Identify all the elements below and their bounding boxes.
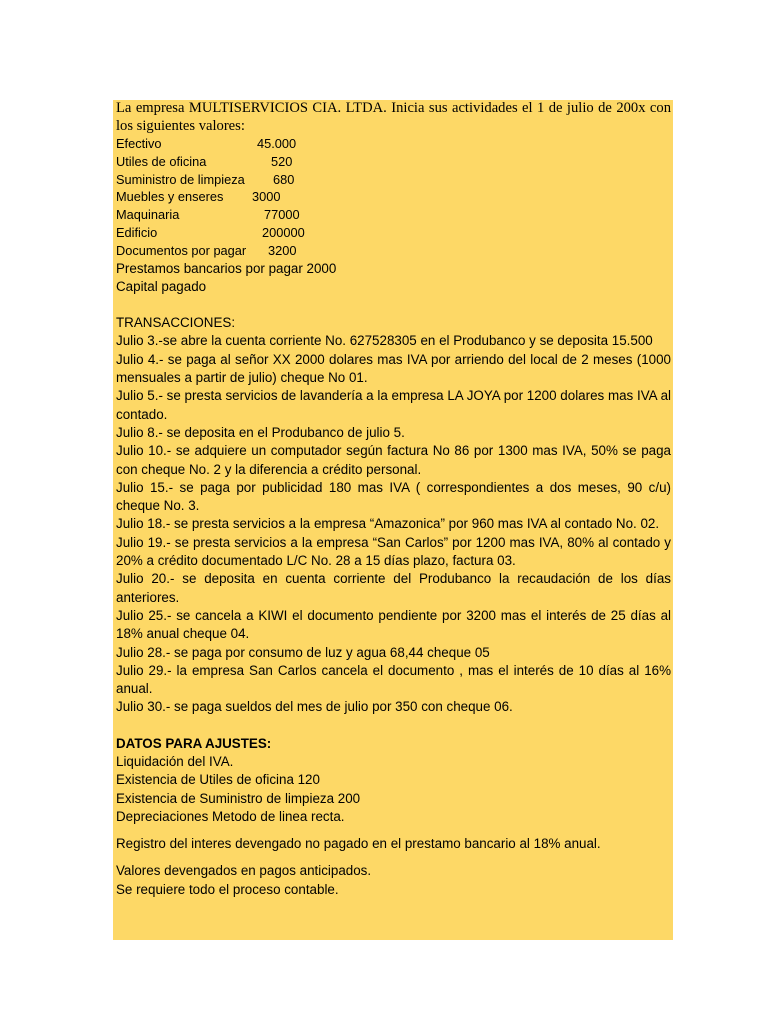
transaction-item: Julio 8.- se deposita en el Produbanco de julio 5. [116, 424, 405, 440]
transaction-item: Julio 28.- se paga por consumo de luz y agua 68,44 cheque 05 [116, 644, 490, 660]
value-label: Documentos por pagar [116, 242, 247, 258]
value-label: Edificio [116, 224, 158, 240]
value-amount: 680 [273, 171, 295, 187]
ajustes-heading: DATOS PARA AJUSTES: [116, 735, 272, 751]
value-amount: 45.000 [257, 136, 297, 151]
ajuste-item: Existencia de Suministro de limpieza 200 [116, 790, 361, 806]
value-amount: 520 [271, 153, 293, 169]
value-label: Muebles y enseres [116, 189, 224, 205]
transaction-item: Julio 30.- se paga sueldos del mes de julio por 350 con cheque 06. [116, 699, 513, 715]
ajuste-item: Existencia de Utiles de oficina 120 [116, 772, 320, 788]
value-label: Suministro de limpieza [116, 171, 245, 187]
transaction-item: Julio 5.- se presta servicios de lavandería a la empresa LA JOYA por 1200 dolares mas IVA al contado. [116, 388, 671, 422]
initial-values-list [116, 135, 671, 260]
value-amount: 3200 [268, 242, 297, 258]
value-label: Efectivo [116, 136, 162, 151]
value-row [116, 224, 671, 242]
value-row [116, 171, 671, 189]
value-amount: 77000 [264, 207, 300, 223]
value-amount: 200000 [262, 224, 305, 240]
value-row [116, 188, 671, 206]
transaction-item: Julio 19.- se presta servicios a la empresa “San Carlos” por 1200 mas IVA, 80% al contado y 20% a crédito documentado L/C No. 28 a 15 días plazo, factura 03. [116, 534, 671, 569]
final-line: Valores devengados en pagos anticipados. [116, 863, 372, 879]
value-label: Maquinaria [116, 207, 180, 223]
transaction-item: Julio 15.- se paga por publicidad 180 mas IVA ( correspondientes a dos meses, 90 c/u) cheque No. 3. [116, 479, 671, 514]
transaction-item: Julio 25.- se cancela a KIWI el documento pendiente por 3200 mas el interés de 25 días al 18% anual cheque 04. [116, 607, 671, 642]
ajuste-item: Liquidación del IVA. [116, 754, 234, 769]
transaction-item: Julio 20.- se deposita en cuenta corriente del Produbanco la recaudación de los días anteriores. [116, 571, 671, 605]
document-content [116, 100, 671, 899]
transaction-item: Julio 29.- la empresa San Carlos cancela el documento , mas el interés de 10 días al 16% anual. [116, 662, 671, 697]
value-row [116, 153, 671, 171]
value-label: Utiles de oficina [116, 153, 207, 169]
transaction-item: Julio 3.-se abre la cuenta corriente No. 627528305 en el Produbanco y se deposita 15.500 [116, 333, 653, 349]
value-row [116, 242, 671, 260]
registro-line: Registro del interes devengado no pagado en el prestamo bancario al 18% anual. [116, 836, 601, 852]
transaction-item: Julio 18.- se presta servicios a la empresa “Amazonica” por 960 mas IVA al contado No. 02. [116, 516, 660, 532]
value-row [116, 206, 671, 224]
value-amount: 3000 [252, 189, 281, 205]
prestamos-line: Prestamos bancarios por pagar 2000 [116, 260, 337, 276]
transaction-item: Julio 4.- se paga al señor XX 2000 dolares mas IVA por arriendo del local de 2 meses (1000 mensuales a partir de julio) cheque No 01. [116, 351, 671, 386]
final-line: Se requiere todo el proceso contable. [116, 881, 339, 897]
capital-line: Capital pagado [116, 278, 207, 294]
transaction-item: Julio 10.- se adquiere un computador según factura No 86 por 1300 mas IVA, 50% se paga con cheque No. 2 y la diferencia a crédito personal. [116, 443, 671, 477]
ajuste-item: Depreciaciones Metodo de linea recta. [116, 808, 345, 824]
value-row [116, 135, 671, 153]
intro-text: La empresa MULTISERVICIOS CIA. LTDA. Inicia sus actividades el 1 de julio de 200x con los siguientes valores: [116, 100, 671, 134]
transacciones-heading: TRANSACCIONES: [116, 315, 236, 331]
